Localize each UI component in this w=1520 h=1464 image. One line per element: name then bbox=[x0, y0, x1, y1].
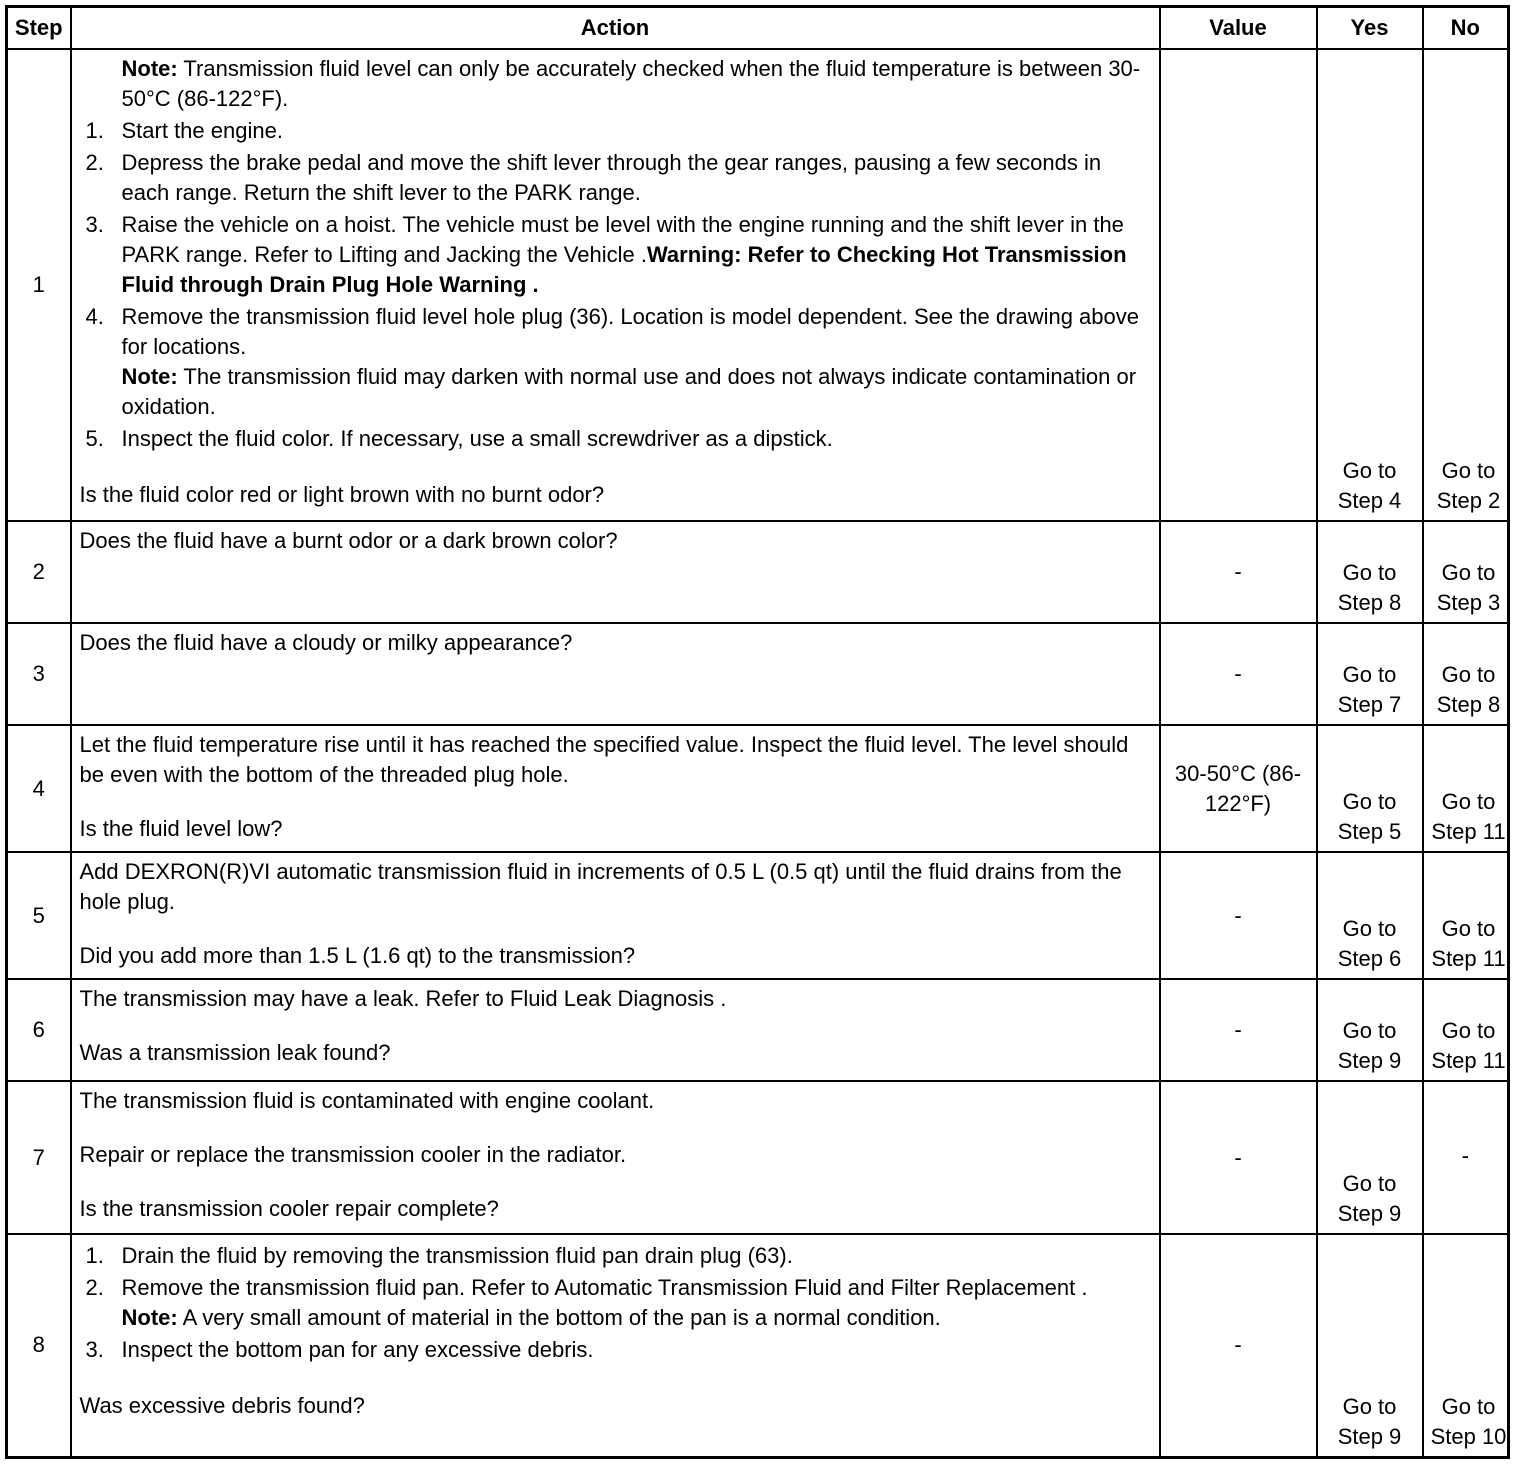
yes-cell bbox=[1317, 521, 1423, 623]
yes-cell bbox=[1317, 1234, 1423, 1457]
no-link[interactable]: Go to Step 11 bbox=[1431, 1018, 1506, 1073]
action-cell bbox=[71, 623, 1160, 725]
table-row bbox=[7, 623, 1509, 725]
no-link[interactable]: Go to Step 11 bbox=[1431, 916, 1506, 971]
list-item-text: Start the engine. bbox=[121, 118, 283, 143]
value-cell: - bbox=[1160, 852, 1317, 979]
note-text: The transmission fluid may darken with normal use and does not always indicate contamination or oxidation. bbox=[121, 364, 1137, 419]
list-item-text: Inspect the fluid color. If necessary, use a small screwdriver as a dipstick. bbox=[121, 426, 833, 451]
action-cell bbox=[71, 1081, 1160, 1234]
header-no: No bbox=[1423, 7, 1509, 50]
step-question: Was a transmission leak found? bbox=[79, 1040, 391, 1065]
step-number: 6 bbox=[7, 979, 71, 1081]
step-question: Was excessive debris found? bbox=[79, 1393, 365, 1418]
note-text: Transmission fluid level can only be accurately checked when the fluid temperature is between 30-50°C (86-122°F). bbox=[121, 56, 1141, 111]
header-action: Action bbox=[71, 7, 1160, 50]
step-1-note bbox=[80, 54, 1151, 114]
no-cell bbox=[1423, 49, 1509, 521]
header-value: Value bbox=[1160, 7, 1317, 50]
step-question: Is the transmission cooler repair complete? bbox=[79, 1196, 499, 1221]
step-question: Is the fluid color red or light brown with no burnt odor? bbox=[79, 482, 605, 507]
note-label: Note: bbox=[121, 56, 178, 81]
note-text: A very small amount of material in the bottom of the pan is a normal condition. bbox=[177, 1305, 941, 1330]
no-cell bbox=[1423, 623, 1509, 725]
header-yes: Yes bbox=[1317, 7, 1423, 50]
value-cell: - bbox=[1160, 1234, 1317, 1457]
action-text: Repair or replace the transmission cooler in the radiator. bbox=[79, 1142, 627, 1167]
no-link[interactable]: Go to Step 10 bbox=[1430, 1393, 1507, 1449]
action-text: Add DEXRON(R)VI automatic transmission fluid in increments of 0.5 L (0.5 qt) until the fluid drains from the hole plug. bbox=[79, 859, 1122, 914]
no-link[interactable]: Go to Step 11 bbox=[1431, 789, 1506, 844]
step-number: 3 bbox=[7, 623, 71, 725]
no-cell bbox=[1423, 852, 1509, 979]
yes-link[interactable]: Go to Step 9 bbox=[1337, 1171, 1402, 1226]
step-number: 2 bbox=[7, 521, 71, 623]
no-cell bbox=[1423, 979, 1509, 1081]
action-cell bbox=[71, 725, 1160, 852]
no-cell: - bbox=[1423, 1081, 1509, 1234]
action-text: The transmission fluid is contaminated with engine coolant. bbox=[79, 1088, 655, 1113]
table-row bbox=[7, 979, 1509, 1081]
note-label: Note: bbox=[121, 1305, 178, 1330]
action-cell bbox=[71, 852, 1160, 979]
value-cell bbox=[1160, 725, 1317, 852]
yes-cell bbox=[1317, 623, 1423, 725]
step-number: 4 bbox=[7, 725, 71, 852]
step-question: Did you add more than 1.5 L (1.6 qt) to the transmission? bbox=[79, 943, 636, 968]
no-link[interactable]: Go to Step 2 bbox=[1436, 458, 1501, 513]
header-step: Step bbox=[7, 7, 71, 50]
value-cell bbox=[1160, 49, 1317, 521]
step-1-procedure-list bbox=[80, 116, 1151, 454]
list-item-text: Depress the brake pedal and move the shift lever through the gear ranges, pausing a few seconds in each range. Return the shift lever to the PARK range. bbox=[121, 150, 1102, 205]
yes-link[interactable]: Go to Step 9 bbox=[1337, 1393, 1402, 1449]
table-row bbox=[7, 1081, 1509, 1234]
yes-cell bbox=[1317, 725, 1423, 852]
value-cell: - bbox=[1160, 521, 1317, 623]
step-number: 7 bbox=[7, 1081, 71, 1234]
list-item: 4. Remove the transmission fluid level hole plug (36). Location is model dependent. See the drawing above for locations. Note: The transmission fluid may darken with normal use and does not always indicate contamination or oxidation. bbox=[85, 304, 1139, 419]
list-item: 2. Remove the transmission fluid pan. Refer to Automatic Transmission Fluid and Filter Replacement . Note: A very small amount of material in the bottom of the pan is a normal condition. bbox=[85, 1275, 1088, 1330]
table-row bbox=[7, 852, 1509, 979]
table-row bbox=[7, 1234, 1509, 1457]
yes-link[interactable]: Go to Step 5 bbox=[1337, 789, 1402, 844]
yes-link[interactable]: Go to Step 8 bbox=[1337, 560, 1402, 615]
list-item-text: Remove the transmission fluid pan. Refer to Automatic Transmission Fluid and Filter Replacement . bbox=[121, 1275, 1088, 1300]
step-number: 8 bbox=[7, 1234, 71, 1457]
value-text: 30-50°C (86-122°F) bbox=[1174, 760, 1302, 816]
list-item: 1. Start the engine. bbox=[85, 118, 283, 143]
action-text: Does the fluid have a cloudy or milky appearance? bbox=[79, 630, 573, 655]
warning-text: Warning: Refer to Checking Hot Transmission Fluid through Drain Plug Hole Warning . bbox=[121, 242, 1127, 297]
table-row bbox=[7, 521, 1509, 623]
list-item-text: Drain the fluid by removing the transmission fluid pan drain plug (63). bbox=[121, 1243, 793, 1268]
value-cell: - bbox=[1160, 979, 1317, 1081]
yes-cell bbox=[1317, 852, 1423, 979]
action-cell bbox=[71, 521, 1160, 623]
yes-link[interactable]: Go to Step 6 bbox=[1337, 916, 1402, 971]
note-label: Note: bbox=[121, 364, 178, 389]
yes-link[interactable]: Go to Step 9 bbox=[1337, 1018, 1402, 1073]
table-row bbox=[7, 725, 1509, 852]
no-cell bbox=[1423, 1234, 1509, 1457]
header-row bbox=[7, 7, 1509, 50]
yes-cell bbox=[1317, 1081, 1423, 1234]
table-row bbox=[7, 49, 1509, 521]
action-cell bbox=[71, 979, 1160, 1081]
value-cell: - bbox=[1160, 1081, 1317, 1234]
list-item: 3. Raise the vehicle on a hoist. The vehicle must be level with the engine running and the shift lever in the PARK range. Refer to Lifting and Jacking the Vehicle .Warning: Refer to Checking Hot Transmission Fluid through Drain Plug Hole Warning . bbox=[85, 212, 1127, 297]
yes-link[interactable]: Go to Step 4 bbox=[1337, 458, 1402, 513]
list-item-text: Remove the transmission fluid level hole plug (36). Location is model dependent. See the drawing above for locations. bbox=[121, 304, 1139, 359]
yes-cell bbox=[1317, 979, 1423, 1081]
diagnostic-table bbox=[5, 5, 1510, 1459]
value-cell: - bbox=[1160, 623, 1317, 725]
list-item: 2. Depress the brake pedal and move the shift lever through the gear ranges, pausing a few seconds in each range. Return the shift lever to the PARK range. bbox=[85, 150, 1102, 205]
action-text: Does the fluid have a burnt odor or a dark brown color? bbox=[79, 528, 618, 553]
step-8-procedure-list bbox=[80, 1241, 1151, 1365]
step-number: 5 bbox=[7, 852, 71, 979]
list-item: 3. Inspect the bottom pan for any excessive debris. bbox=[85, 1337, 594, 1362]
list-item: 5. Inspect the fluid color. If necessary, use a small screwdriver as a dipstick. bbox=[85, 426, 833, 451]
action-cell bbox=[71, 49, 1160, 521]
list-item-text: Inspect the bottom pan for any excessive debris. bbox=[121, 1337, 594, 1362]
no-link[interactable]: Go to Step 3 bbox=[1436, 560, 1501, 615]
action-text: The transmission may have a leak. Refer to Fluid Leak Diagnosis . bbox=[79, 986, 727, 1011]
no-cell bbox=[1423, 725, 1509, 852]
list-item: 1. Drain the fluid by removing the transmission fluid pan drain plug (63). bbox=[85, 1243, 793, 1268]
action-text: Let the fluid temperature rise until it has reached the specified value. Inspect the fluid level. The level should be even with the bottom of the threaded plug hole. bbox=[79, 732, 1129, 787]
yes-link[interactable]: Go to Step 7 bbox=[1337, 662, 1402, 717]
no-link[interactable]: Go to Step 8 bbox=[1436, 662, 1501, 717]
step-number: 1 bbox=[7, 49, 71, 521]
yes-cell bbox=[1317, 49, 1423, 521]
action-cell bbox=[71, 1234, 1160, 1457]
list-item-text: Raise the vehicle on a hoist. The vehicle must be level with the engine running and the shift lever in the PARK range. Refer to Lifting and Jacking the Vehicle . bbox=[121, 212, 1124, 267]
step-question: Is the fluid level low? bbox=[79, 816, 283, 841]
no-cell bbox=[1423, 521, 1509, 623]
